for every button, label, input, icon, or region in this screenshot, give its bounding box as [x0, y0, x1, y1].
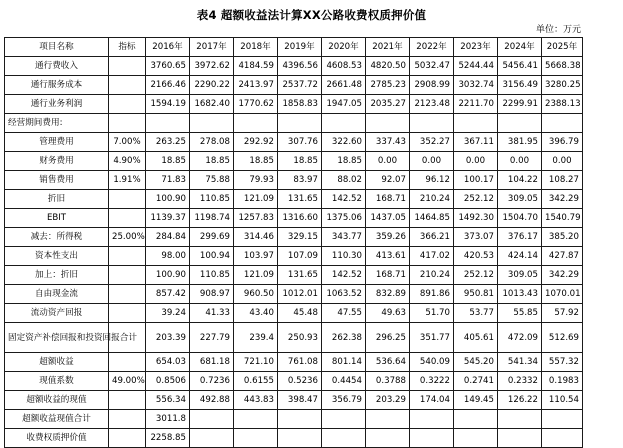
- header-cell: 2022年: [410, 38, 454, 57]
- value-cell: [410, 429, 454, 448]
- value-cell: [542, 410, 583, 429]
- value-cell: 292.92: [234, 133, 278, 152]
- indicator-cell: 1.91%: [109, 171, 146, 190]
- value-cell: 2211.70: [454, 95, 498, 114]
- value-cell: 373.07: [454, 228, 498, 247]
- value-cell: 309.05: [498, 266, 542, 285]
- value-cell: 96.12: [410, 171, 454, 190]
- value-cell: 126.22: [498, 391, 542, 410]
- value-cell: 239.4: [234, 323, 278, 353]
- value-cell: 5244.44: [454, 57, 498, 76]
- table-row: [5, 323, 583, 353]
- value-cell: 2123.48: [410, 95, 454, 114]
- value-cell: 100.90: [146, 190, 190, 209]
- indicator-cell: 49.00%: [109, 372, 146, 391]
- value-cell: 39.24: [146, 304, 190, 323]
- table-row: [5, 57, 583, 76]
- header-cell: 2020年: [322, 38, 366, 57]
- value-cell: 366.21: [410, 228, 454, 247]
- row-label: 资本性支出: [5, 247, 109, 266]
- value-cell: 1063.52: [322, 285, 366, 304]
- value-cell: 149.45: [454, 391, 498, 410]
- table-row: [5, 114, 583, 133]
- value-cell: 314.46: [234, 228, 278, 247]
- value-cell: 540.09: [410, 353, 454, 372]
- value-cell: 18.85: [234, 152, 278, 171]
- table-row: [5, 372, 583, 391]
- value-cell: 1492.30: [454, 209, 498, 228]
- indicator-cell: [109, 76, 146, 95]
- value-cell: 1770.62: [234, 95, 278, 114]
- table-row: [5, 190, 583, 209]
- value-cell: 252.12: [454, 190, 498, 209]
- table-row: [5, 133, 583, 152]
- table-row: [5, 95, 583, 114]
- value-cell: 299.69: [190, 228, 234, 247]
- value-cell: 309.05: [498, 190, 542, 209]
- value-cell: [322, 410, 366, 429]
- value-cell: 329.15: [278, 228, 322, 247]
- table-row: [5, 152, 583, 171]
- valuation-table: [4, 37, 583, 448]
- value-cell: 3760.65: [146, 57, 190, 76]
- indicator-cell: [109, 114, 146, 133]
- unit-label: 单位：万元: [535, 25, 581, 35]
- table-row: [5, 171, 583, 190]
- value-cell: [278, 114, 322, 133]
- value-cell: [454, 429, 498, 448]
- value-cell: [146, 114, 190, 133]
- value-cell: 131.65: [278, 266, 322, 285]
- value-cell: 359.26: [366, 228, 410, 247]
- indicator-cell: [109, 57, 146, 76]
- value-cell: [322, 114, 366, 133]
- value-cell: 1594.19: [146, 95, 190, 114]
- value-cell: [278, 410, 322, 429]
- value-cell: 3280.25: [542, 76, 583, 95]
- value-cell: [278, 429, 322, 448]
- value-cell: 512.69: [542, 323, 583, 353]
- value-cell: 427.87: [542, 247, 583, 266]
- table-row: [5, 429, 583, 448]
- indicator-cell: [109, 209, 146, 228]
- value-cell: 1504.70: [498, 209, 542, 228]
- value-cell: 420.53: [454, 247, 498, 266]
- value-cell: 168.71: [366, 190, 410, 209]
- value-cell: 168.71: [366, 266, 410, 285]
- value-cell: 0.00: [542, 152, 583, 171]
- value-cell: 1257.83: [234, 209, 278, 228]
- indicator-cell: [109, 410, 146, 429]
- value-cell: 3972.62: [190, 57, 234, 76]
- value-cell: 110.85: [190, 190, 234, 209]
- header-cell: 指标: [109, 38, 146, 57]
- table-row: [5, 266, 583, 285]
- value-cell: 556.34: [146, 391, 190, 410]
- value-cell: 278.08: [190, 133, 234, 152]
- value-cell: 103.97: [234, 247, 278, 266]
- indicator-cell: [109, 304, 146, 323]
- value-cell: 1139.37: [146, 209, 190, 228]
- value-cell: 654.03: [146, 353, 190, 372]
- value-cell: 110.85: [190, 266, 234, 285]
- indicator-cell: [109, 247, 146, 266]
- row-label: 通行业务利润: [5, 95, 109, 114]
- value-cell: 337.43: [366, 133, 410, 152]
- value-cell: 307.76: [278, 133, 322, 152]
- value-cell: 2661.48: [322, 76, 366, 95]
- value-cell: [190, 429, 234, 448]
- row-label: 经营期间费用:: [5, 114, 109, 133]
- value-cell: 4820.50: [366, 57, 410, 76]
- indicator-cell: 25.00%: [109, 228, 146, 247]
- value-cell: 443.83: [234, 391, 278, 410]
- table-row: [5, 76, 583, 95]
- indicator-cell: [109, 391, 146, 410]
- value-cell: 352.27: [410, 133, 454, 152]
- value-cell: [542, 114, 583, 133]
- value-cell: 1316.60: [278, 209, 322, 228]
- row-label: 现值系数: [5, 372, 109, 391]
- value-cell: 227.79: [190, 323, 234, 353]
- row-label: 固定资产补偿回报和投资回报合计: [5, 323, 109, 353]
- row-label: 通行服务成本: [5, 76, 109, 95]
- table-row: [5, 209, 583, 228]
- value-cell: 3032.74: [454, 76, 498, 95]
- value-cell: 110.30: [322, 247, 366, 266]
- row-label: 销售费用: [5, 171, 109, 190]
- indicator-cell: [109, 353, 146, 372]
- value-cell: [366, 429, 410, 448]
- table-title: 表4 超额收益法计算XX公路收费权质押价值: [196, 8, 427, 22]
- value-cell: 1070.01: [542, 285, 583, 304]
- value-cell: 2785.23: [366, 76, 410, 95]
- value-cell: 2166.46: [146, 76, 190, 95]
- value-cell: 174.04: [410, 391, 454, 410]
- table-row: [5, 228, 583, 247]
- value-cell: 1947.05: [322, 95, 366, 114]
- value-cell: 761.08: [278, 353, 322, 372]
- row-label: 超额收益的现值: [5, 391, 109, 410]
- header-cell: 2018年: [234, 38, 278, 57]
- table-row: [5, 391, 583, 410]
- value-cell: 536.64: [366, 353, 410, 372]
- value-cell: [366, 410, 410, 429]
- value-cell: 351.77: [410, 323, 454, 353]
- value-cell: 55.85: [498, 304, 542, 323]
- row-label: EBIT: [5, 209, 109, 228]
- value-cell: 262.38: [322, 323, 366, 353]
- value-cell: 405.61: [454, 323, 498, 353]
- value-cell: 857.42: [146, 285, 190, 304]
- value-cell: [542, 429, 583, 448]
- value-cell: 960.50: [234, 285, 278, 304]
- value-cell: 142.52: [322, 190, 366, 209]
- value-cell: [234, 410, 278, 429]
- value-cell: 121.09: [234, 190, 278, 209]
- row-label: 折旧: [5, 190, 109, 209]
- header-cell: 2023年: [454, 38, 498, 57]
- indicator-cell: [109, 429, 146, 448]
- value-cell: 0.3788: [366, 372, 410, 391]
- header-cell: 2021年: [366, 38, 410, 57]
- value-cell: 0.2332: [498, 372, 542, 391]
- row-label: 超额收益现值合计: [5, 410, 109, 429]
- value-cell: 2290.22: [190, 76, 234, 95]
- value-cell: [454, 410, 498, 429]
- value-cell: [410, 410, 454, 429]
- value-cell: 376.17: [498, 228, 542, 247]
- value-cell: 4396.56: [278, 57, 322, 76]
- value-cell: 1682.40: [190, 95, 234, 114]
- value-cell: 0.5236: [278, 372, 322, 391]
- value-cell: 541.34: [498, 353, 542, 372]
- value-cell: 83.97: [278, 171, 322, 190]
- value-cell: 284.84: [146, 228, 190, 247]
- value-cell: 108.27: [542, 171, 583, 190]
- value-cell: [234, 429, 278, 448]
- value-cell: 396.79: [542, 133, 583, 152]
- value-cell: 121.09: [234, 266, 278, 285]
- value-cell: 2388.13: [542, 95, 583, 114]
- value-cell: [410, 114, 454, 133]
- value-cell: 210.24: [410, 190, 454, 209]
- value-cell: [190, 410, 234, 429]
- value-cell: 250.93: [278, 323, 322, 353]
- row-label: 流动资产回报: [5, 304, 109, 323]
- value-cell: 1375.06: [322, 209, 366, 228]
- value-cell: 385.20: [542, 228, 583, 247]
- value-cell: [190, 114, 234, 133]
- value-cell: 381.95: [498, 133, 542, 152]
- value-cell: 43.40: [234, 304, 278, 323]
- value-cell: [322, 429, 366, 448]
- value-cell: 296.25: [366, 323, 410, 353]
- value-cell: 5032.47: [410, 57, 454, 76]
- value-cell: 75.88: [190, 171, 234, 190]
- value-cell: 5668.38: [542, 57, 583, 76]
- value-cell: 2258.85: [146, 429, 190, 448]
- row-label: 减去：所得税: [5, 228, 109, 247]
- value-cell: 100.90: [146, 266, 190, 285]
- value-cell: 4184.59: [234, 57, 278, 76]
- value-cell: 424.14: [498, 247, 542, 266]
- value-cell: 0.6155: [234, 372, 278, 391]
- value-cell: 417.02: [410, 247, 454, 266]
- value-cell: 801.14: [322, 353, 366, 372]
- value-cell: 472.09: [498, 323, 542, 353]
- value-cell: 51.70: [410, 304, 454, 323]
- value-cell: 0.00: [366, 152, 410, 171]
- value-cell: 545.20: [454, 353, 498, 372]
- value-cell: 100.94: [190, 247, 234, 266]
- value-cell: 2299.91: [498, 95, 542, 114]
- row-label: 财务费用: [5, 152, 109, 171]
- value-cell: 131.65: [278, 190, 322, 209]
- value-cell: 398.47: [278, 391, 322, 410]
- value-cell: 41.33: [190, 304, 234, 323]
- value-cell: 950.81: [454, 285, 498, 304]
- value-cell: 1858.83: [278, 95, 322, 114]
- value-cell: 110.54: [542, 391, 583, 410]
- row-label: 加上：折旧: [5, 266, 109, 285]
- row-label: 通行费收入: [5, 57, 109, 76]
- value-cell: 832.89: [366, 285, 410, 304]
- table-body: [5, 38, 583, 448]
- row-label: 收费权质押价值: [5, 429, 109, 448]
- value-cell: 252.12: [454, 266, 498, 285]
- row-label: 管理费用: [5, 133, 109, 152]
- value-cell: 71.83: [146, 171, 190, 190]
- indicator-cell: [109, 266, 146, 285]
- value-cell: 0.00: [410, 152, 454, 171]
- value-cell: 1437.05: [366, 209, 410, 228]
- indicator-cell: [109, 285, 146, 304]
- value-cell: [366, 114, 410, 133]
- indicator-cell: 4.90%: [109, 152, 146, 171]
- header-cell: 项目名称: [5, 38, 109, 57]
- table-row: [5, 353, 583, 372]
- value-cell: 0.3222: [410, 372, 454, 391]
- table-row: [5, 247, 583, 266]
- value-cell: 343.77: [322, 228, 366, 247]
- value-cell: 342.29: [542, 190, 583, 209]
- value-cell: 3156.49: [498, 76, 542, 95]
- value-cell: 367.11: [454, 133, 498, 152]
- table-row: [5, 410, 583, 429]
- value-cell: 0.7236: [190, 372, 234, 391]
- indicator-cell: 7.00%: [109, 133, 146, 152]
- indicator-cell: [109, 190, 146, 209]
- value-cell: 203.29: [366, 391, 410, 410]
- value-cell: 0.4454: [322, 372, 366, 391]
- value-cell: 203.39: [146, 323, 190, 353]
- table-row: [5, 304, 583, 323]
- header-cell: 2025年: [542, 38, 583, 57]
- value-cell: 263.25: [146, 133, 190, 152]
- header-cell: 2024年: [498, 38, 542, 57]
- value-cell: 492.88: [190, 391, 234, 410]
- row-label: 超额收益: [5, 353, 109, 372]
- value-cell: 2537.72: [278, 76, 322, 95]
- value-cell: 100.17: [454, 171, 498, 190]
- value-cell: 1198.74: [190, 209, 234, 228]
- value-cell: 908.97: [190, 285, 234, 304]
- value-cell: 681.18: [190, 353, 234, 372]
- value-cell: 49.63: [366, 304, 410, 323]
- value-cell: 79.93: [234, 171, 278, 190]
- value-cell: 721.10: [234, 353, 278, 372]
- row-label: 自由现金流: [5, 285, 109, 304]
- value-cell: 2908.99: [410, 76, 454, 95]
- value-cell: [234, 114, 278, 133]
- indicator-cell: [109, 95, 146, 114]
- value-cell: [454, 114, 498, 133]
- header-cell: 2016年: [146, 38, 190, 57]
- value-cell: 45.48: [278, 304, 322, 323]
- value-cell: 322.60: [322, 133, 366, 152]
- value-cell: 18.85: [322, 152, 366, 171]
- value-cell: [498, 410, 542, 429]
- value-cell: 1464.85: [410, 209, 454, 228]
- value-cell: [498, 114, 542, 133]
- value-cell: 557.32: [542, 353, 583, 372]
- value-cell: 88.02: [322, 171, 366, 190]
- value-cell: 0.00: [498, 152, 542, 171]
- value-cell: 356.79: [322, 391, 366, 410]
- value-cell: 107.09: [278, 247, 322, 266]
- value-cell: 18.85: [278, 152, 322, 171]
- value-cell: [498, 429, 542, 448]
- value-cell: 2413.97: [234, 76, 278, 95]
- value-cell: 18.85: [146, 152, 190, 171]
- value-cell: 5456.41: [498, 57, 542, 76]
- value-cell: 891.86: [410, 285, 454, 304]
- value-cell: 104.22: [498, 171, 542, 190]
- value-cell: 0.1983: [542, 372, 583, 391]
- value-cell: 0.2741: [454, 372, 498, 391]
- value-cell: 98.00: [146, 247, 190, 266]
- header-cell: 2017年: [190, 38, 234, 57]
- value-cell: 1013.43: [498, 285, 542, 304]
- value-cell: 18.85: [190, 152, 234, 171]
- value-cell: 413.61: [366, 247, 410, 266]
- value-cell: 210.24: [410, 266, 454, 285]
- value-cell: 53.77: [454, 304, 498, 323]
- value-cell: 1012.01: [278, 285, 322, 304]
- value-cell: 92.07: [366, 171, 410, 190]
- value-cell: 4608.53: [322, 57, 366, 76]
- value-cell: 57.92: [542, 304, 583, 323]
- value-cell: 2035.27: [366, 95, 410, 114]
- value-cell: 342.29: [542, 266, 583, 285]
- value-cell: 3011.8: [146, 410, 190, 429]
- table-row: [5, 285, 583, 304]
- header-cell: 2019年: [278, 38, 322, 57]
- value-cell: 0.00: [454, 152, 498, 171]
- value-cell: 47.55: [322, 304, 366, 323]
- value-cell: 0.8506: [146, 372, 190, 391]
- header-row: [5, 38, 583, 57]
- value-cell: 142.52: [322, 266, 366, 285]
- value-cell: 1540.79: [542, 209, 583, 228]
